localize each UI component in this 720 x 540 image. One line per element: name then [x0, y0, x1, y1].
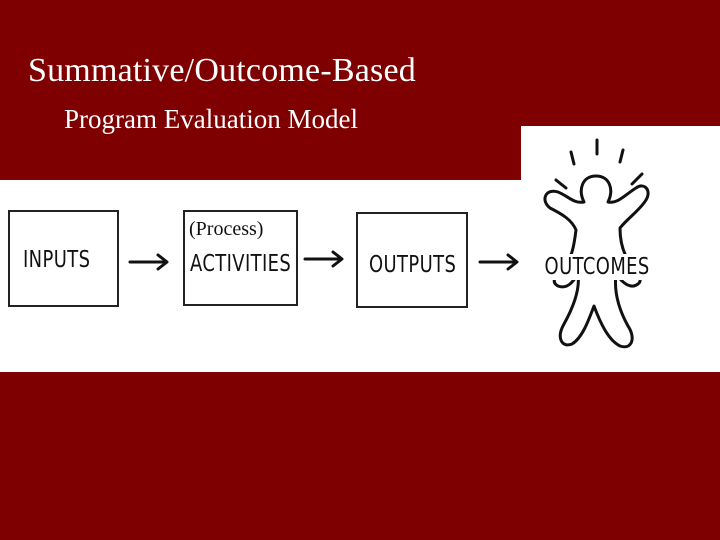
right-arrow-icon — [128, 250, 170, 274]
right-arrow-icon — [303, 247, 345, 271]
outputs-label: OUTPUTS — [369, 252, 457, 278]
slide-title: Summative/Outcome-Based — [28, 52, 416, 89]
outcomes-label: OUTCOMES — [544, 254, 650, 280]
inputs-label: INPUTS — [23, 247, 91, 273]
slide-subtitle: Program Evaluation Model — [64, 104, 358, 134]
activities-label: ACTIVITIES — [190, 251, 292, 277]
excited-person-icon — [522, 134, 672, 362]
process-note: (Process) — [189, 218, 264, 240]
right-arrow-icon — [478, 250, 520, 274]
